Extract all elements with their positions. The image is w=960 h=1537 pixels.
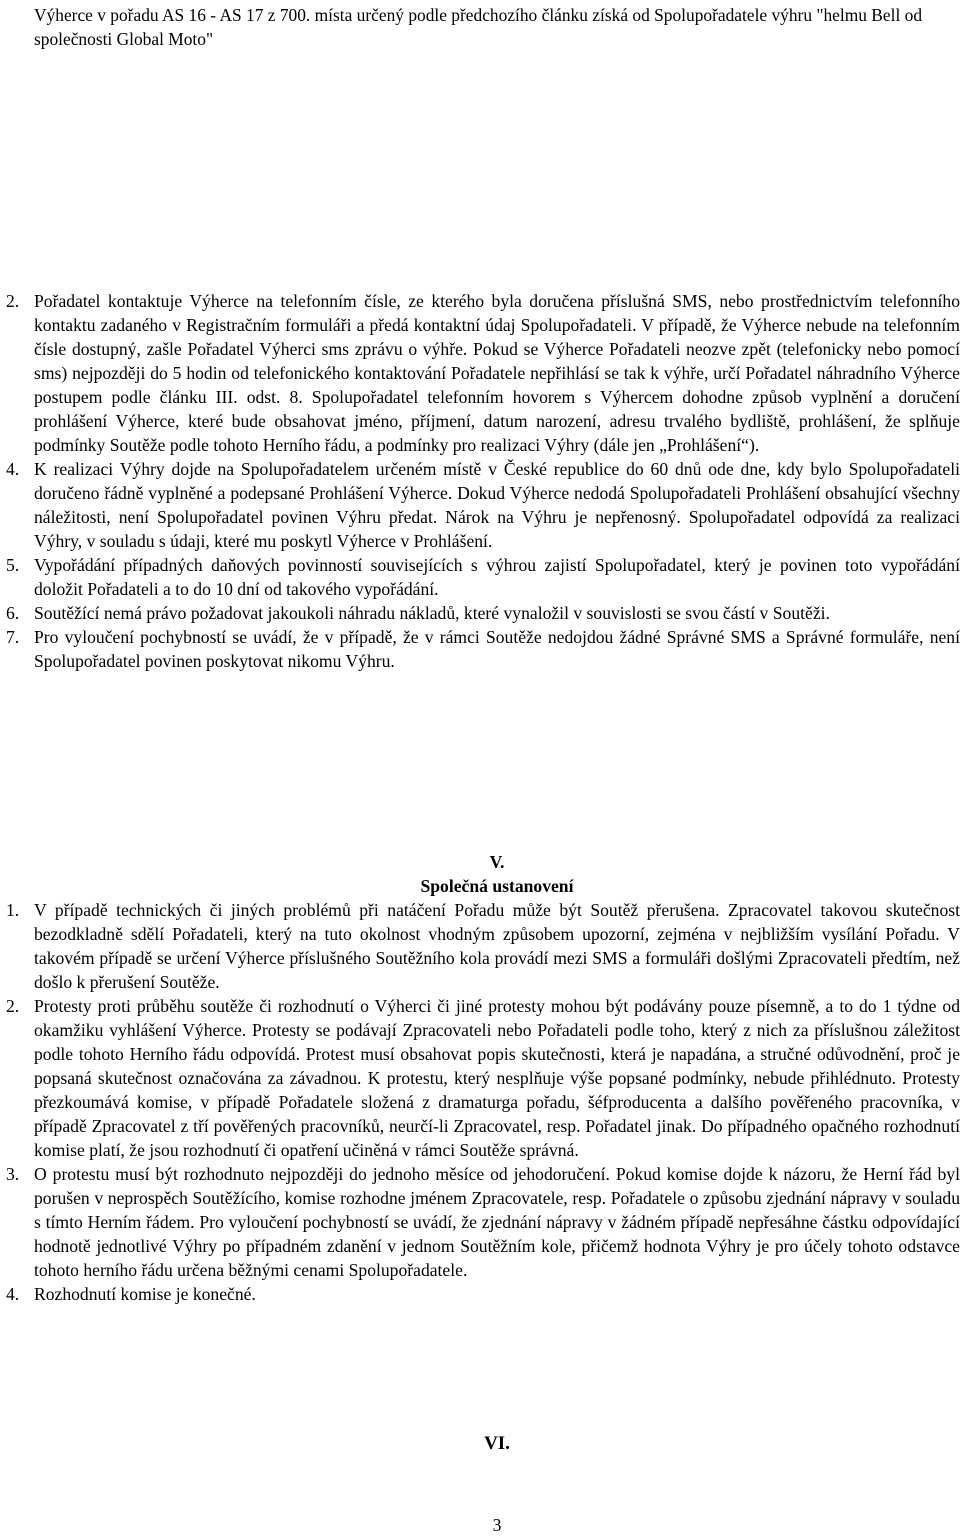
list-item-number: 2. — [6, 291, 20, 311]
list-item-7 — [6, 625, 960, 673]
list-item-4 — [6, 1282, 960, 1306]
intro-paragraph: Výherce v pořadu AS 16 - AS 17 z 700. místa určený podle předchozího článku získá od Spolupořadatele výhru "helmu Bell od společnosti Global Moto" — [34, 5, 923, 49]
list-item-text: Pro vyloučení pochybností se uvádí, že v případě, že v rámci Soutěže nedojdou žádné Správné SMS a Správné formuláře, není Spolupořadatel povinen poskytovat nikomu Výhru. — [34, 627, 960, 671]
list-item-number: 4. — [6, 1284, 20, 1304]
list-item-number: 6. — [6, 603, 20, 623]
list-item-number: 7. — [6, 627, 20, 647]
list-item-3 — [6, 1162, 960, 1282]
list-item-number: 4. — [6, 459, 20, 479]
list-item-text: O protestu musí být rozhodnuto nejpozději do jednoho měsíce od jehodoručení. Pokud komise dojde k názoru, že Herní řád byl porušen v neprospěch Soutěžícího, komise rozhodne jménem Zpracovatele, resp. Pořadatele o způsobu zjednání nápravy v souladu s tímto Herním řádem. Pro vyloučení pochybností se uvádí, že zjednání nápravy v žádném případě nepřesáhne částku odpovídající hodnotě jednotlivé Výhry po případném zdanění v jednom Soutěžním kole, přičemž hodnota Výhry je pro účely tohoto odstavce tohoto herního řádu určena běžnými cenami Spolupořadatele. — [34, 1164, 960, 1280]
list-item-number: 1. — [6, 900, 20, 920]
section-v — [6, 850, 960, 1306]
section-vi-number: VI. — [484, 1433, 510, 1454]
list-item-number: 3. — [6, 1164, 20, 1184]
list-item-text: Vypořádání případných daňových povinností souvisejících s výhrou zajistí Spolupořadatel, který je povinen toto vypořádání doložit Pořadateli a to do 10 dní od takového vypořádání. — [34, 555, 960, 599]
list-item-6 — [6, 601, 960, 625]
section-number: V. — [489, 852, 505, 872]
list-item-text: Protesty proti průběhu soutěže či rozhodnutí o Výherci či jiné protesty mohou být podávány pouze písemně, a to do 1 týdne od okamžiku vyhlášení Výherce. Protesty se podávají Zpracovateli nebo Pořadateli podle toho, který z nich za příslušnou záležitost podle tohoto Herního řádu odpovídá. Protest musí obsahovat popis skutečnosti, která je napadána, a stručné odůvodnění, proč je popsaná skutečnost označována za závadnou. K protestu, který nesplňuje výše popsané podmínky, nebude přihlédnuto. Protesty přezkoumává komise, v případě Pořadatele složená z dramaturga pořadu, šéfproducenta a dalšího pověřeného pracovníka, v případě Zpracovatel z tří pověřených pracovníků, neurčí-li Zpracovatel, resp. Pořadatel jinak. Do případného opačného rozhodnutí komise platí, že jsou rozhodnutí či opatření učiněná v rámci Soutěže správná. — [34, 996, 960, 1160]
list-item-2 — [6, 994, 960, 1162]
list-item-text: Soutěžící nemá právo požadovat jakoukoli náhradu nákladů, které vynaložil v souvislosti se svou částí v Soutěži. — [34, 603, 830, 623]
list-item-text: Pořadatel kontaktuje Výherce na telefonním čísle, ze kterého byla doručena příslušná SMS, nebo prostřednictvím telefonního kontaktu zadaného v Registračním formuláři a předá kontaktní údaj Spolupořadateli. V případě, že Výherce nebude na telefonním čísle dostupný, zašle Pořadatel Výherci sms zprávu o výhře. Pokud se Výherce Pořadateli neozve zpět (telefonicky nebo pomocí sms) nejpozději do 5 hodin od telefonického kontaktování Pořadatele nepřihlásí se tak k výhře, určí Pořadatel náhradního Výherce postupem podle článku III. odst. 8. Spolupořadatel telefonním hovorem s Výhercem dohodne způsob vyplnění a doručení prohlášení Výherce, které bude obsahovat jméno, příjmení, datum narození, adresu trvalého bydliště, prohlášení, že splňuje podmínky Soutěže podle tohoto Herního řádu, a podmínky pro realizaci Výhry (dále jen „Prohlášení“). — [34, 291, 960, 455]
list-item-1 — [6, 898, 960, 994]
list-item-text: K realizaci Výhry dojde na Spolupořadatelem určeném místě v České republice do 60 dnů ode dne, kdy bylo Spolupořadateli doručeno řádně vyplněné a podepsané Prohlášení Výherce. Dokud Výherce nedodá Spolupořadateli Prohlášení obsahující všechny náležitosti, není Spolupořadatel povinen Výhru předat. Nárok na Výhru je nepřenosný. Spolupořadatel odpovídá za realizaci Výhry, v souladu s údaji, které mu poskytl Výherce v Prohlášení. — [34, 459, 960, 551]
list-item-text: Rozhodnutí komise je konečné. — [34, 1284, 256, 1304]
list-item-number: 5. — [6, 555, 20, 575]
list-item-4 — [6, 457, 960, 553]
list-item-2 — [6, 289, 960, 457]
page-number: 3 — [492, 1515, 502, 1535]
list-item-number: 2. — [6, 996, 20, 1016]
section-title: Společná ustanovení — [420, 876, 574, 896]
list-item-text: V případě technických či jiných problémů při natáčení Pořadu může být Soutěž přerušena. Zpracovatel takovou skutečnost bezodkladně sdělí Pořadateli, který na tuto okolnost vhodným způsobem upozorní, zejména v nejbližším vysílání Pořadu. V takovém případě se určení Výherce příslušného Soutěžního kola provádí mezi SMS a formuláři došlými Zpracovateli předtím, než došlo k přerušení Soutěže. — [34, 900, 960, 992]
list-item-5 — [6, 553, 960, 601]
numbered-list-prizes — [6, 289, 960, 673]
